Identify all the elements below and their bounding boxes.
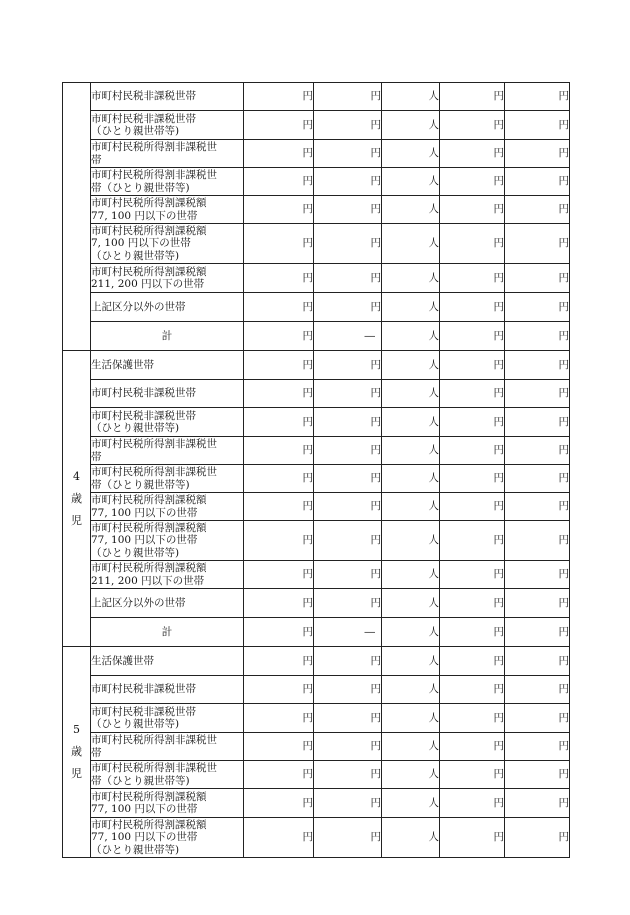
- category-label-line: 市町村民税所得割課税額: [91, 818, 207, 831]
- category-label-line: 帯（ひとり親世帯等): [91, 181, 190, 194]
- category-label-line: （ひとり親世帯等): [91, 422, 180, 434]
- unit-cell: 円: [244, 111, 314, 140]
- unit-cell: 円: [505, 761, 570, 789]
- category-label: [91, 264, 244, 293]
- unit-cell: 円: [314, 761, 382, 789]
- unit-cell: 人: [382, 818, 440, 858]
- category-label-line: 市町村民税所得割課税額: [91, 790, 207, 803]
- unit-cell: 円: [440, 322, 505, 351]
- unit-cell: 円: [244, 140, 314, 168]
- category-label: [91, 704, 244, 733]
- unit-cell: 円: [244, 589, 314, 618]
- unit-cell: 円: [244, 168, 314, 196]
- unit-cell: 円: [440, 676, 505, 704]
- category-label-line: 77, 100 円以下の世帯: [91, 803, 198, 815]
- unit-cell: 円: [314, 111, 382, 140]
- category-label-line: 上記区分以外の世帯: [91, 596, 186, 609]
- category-label-line: （ひとり親世帯等): [91, 546, 180, 559]
- unit-cell: 人: [382, 168, 440, 196]
- unit-cell: 円: [440, 168, 505, 196]
- age-group-label: 児: [71, 513, 82, 527]
- table-row: [63, 168, 570, 196]
- unit-cell: 円: [314, 351, 382, 380]
- unit-cell: 円: [314, 140, 382, 168]
- category-label: [91, 818, 244, 858]
- age-group-label: 歳: [71, 491, 82, 505]
- table-row: [63, 408, 570, 437]
- unit-cell: 円: [440, 293, 505, 322]
- unit-cell: 円: [314, 676, 382, 704]
- unit-cell: 円: [440, 521, 505, 561]
- unit-cell: 円: [440, 196, 505, 224]
- unit-cell: 人: [382, 618, 440, 647]
- unit-cell: 円: [505, 818, 570, 858]
- table-row: [63, 224, 570, 264]
- category-label: [91, 493, 244, 521]
- category-label: [91, 761, 244, 789]
- unit-cell: 円: [505, 111, 570, 140]
- age-group-label: 4: [73, 469, 80, 483]
- category-label-line: （ひとり親世帯等): [91, 125, 180, 137]
- unit-cell: 円: [244, 493, 314, 521]
- unit-cell: 円: [440, 589, 505, 618]
- unit-cell: 円: [440, 437, 505, 465]
- unit-cell: 円: [314, 465, 382, 493]
- category-label: [91, 83, 244, 111]
- unit-cell: 円: [505, 140, 570, 168]
- unit-cell: 円: [440, 351, 505, 380]
- unit-cell: 円: [314, 168, 382, 196]
- table-row: [63, 322, 570, 351]
- unit-cell: 円: [440, 493, 505, 521]
- unit-cell: 円: [314, 704, 382, 733]
- age-group-label: 5: [73, 723, 80, 736]
- category-label-line: 市町村民税所得割課税額: [91, 494, 207, 506]
- unit-cell: 円: [244, 264, 314, 293]
- category-label: [91, 196, 244, 224]
- unit-cell: 円: [505, 676, 570, 704]
- unit-cell: 円: [440, 224, 505, 264]
- category-label-line: 上記区分以外の世帯: [91, 300, 186, 313]
- unit-cell: 円: [244, 733, 314, 761]
- unit-cell: 円: [505, 789, 570, 818]
- category-label-line: 77, 100 円以下の世帯: [91, 534, 198, 547]
- unit-cell: 円: [440, 408, 505, 437]
- category-label-line: 77, 100 円以下の世帯: [91, 209, 198, 222]
- unit-cell: 人: [382, 733, 440, 761]
- unit-cell: 円: [314, 789, 382, 818]
- table-row: [63, 733, 570, 761]
- category-label-line: 市町村民税所得割非課税世: [91, 141, 217, 153]
- category-label-line: 市町村民税所得割課税額: [91, 562, 207, 574]
- unit-cell: 円: [505, 168, 570, 196]
- unit-cell: 円: [314, 293, 382, 322]
- unit-cell: 円: [244, 408, 314, 437]
- category-label: [91, 322, 244, 351]
- table-row: [63, 618, 570, 647]
- category-label: [91, 111, 244, 140]
- table-row: [63, 83, 570, 111]
- unit-cell: 円: [244, 224, 314, 264]
- category-label: [91, 589, 244, 618]
- unit-cell: 円: [244, 437, 314, 465]
- category-label-line: （ひとり親世帯等): [91, 249, 180, 262]
- category-label-line: 211, 200 円以下の世帯: [91, 278, 205, 290]
- unit-cell: 円: [314, 521, 382, 561]
- table-row: [63, 380, 570, 408]
- unit-cell: 円: [505, 196, 570, 224]
- category-label-line: 市町村民税非課税世帯: [91, 90, 196, 103]
- category-label-line: 市町村民税非課税世帯: [91, 683, 196, 696]
- unit-cell: 円: [244, 196, 314, 224]
- table-row: [63, 351, 570, 380]
- unit-cell: 円: [244, 351, 314, 380]
- unit-cell: 円: [505, 618, 570, 647]
- category-label: [91, 380, 244, 408]
- category-label: [91, 618, 244, 647]
- category-label-line: 計: [161, 329, 173, 342]
- unit-cell: 円: [505, 733, 570, 761]
- unit-cell: 円: [244, 83, 314, 111]
- category-label-line: 帯: [91, 153, 102, 166]
- unit-cell: 円: [440, 647, 505, 676]
- category-label-line: 市町村民税所得割非課税世: [91, 169, 217, 181]
- unit-cell: 円: [244, 676, 314, 704]
- category-label-line: 市町村民税所得割課税額: [91, 224, 207, 237]
- age-group-cell: [63, 351, 91, 647]
- unit-cell: 円: [505, 647, 570, 676]
- unit-cell: 円: [440, 789, 505, 818]
- unit-cell: 人: [382, 140, 440, 168]
- table-row: [63, 493, 570, 521]
- category-label: [91, 561, 244, 589]
- unit-cell: 円: [244, 704, 314, 733]
- unit-cell: 人: [382, 437, 440, 465]
- category-label-line: 市町村民税所得割非課税世: [91, 762, 217, 774]
- unit-cell: 円: [244, 465, 314, 493]
- age-group-cell: [63, 83, 91, 351]
- category-label-line: 生活保護世帯: [91, 654, 154, 667]
- category-label-line: 77, 100 円以下の世帯: [91, 506, 198, 519]
- category-label-line: 市町村民税所得割非課税世: [91, 734, 217, 746]
- unit-cell: 円: [244, 293, 314, 322]
- table-row: [63, 437, 570, 465]
- category-label-line: 帯（ひとり親世帯等): [91, 478, 190, 491]
- category-label: [91, 465, 244, 493]
- table-row: [63, 647, 570, 676]
- table-row: [63, 818, 570, 858]
- category-label-line: 帯（ひとり親世帯等): [91, 774, 190, 787]
- category-label: [91, 140, 244, 168]
- unit-cell: 円: [314, 264, 382, 293]
- unit-cell: 円: [314, 561, 382, 589]
- unit-cell: 円: [314, 437, 382, 465]
- unit-cell: 円: [314, 380, 382, 408]
- unit-cell: 円: [244, 521, 314, 561]
- unit-cell: 円: [505, 224, 570, 264]
- unit-cell: 円: [440, 704, 505, 733]
- unit-cell: 円: [505, 561, 570, 589]
- table-row: [63, 761, 570, 789]
- table-row: [63, 589, 570, 618]
- category-label: [91, 408, 244, 437]
- unit-cell: 円: [505, 465, 570, 493]
- age-group-label: 歳: [71, 745, 82, 758]
- category-label: [91, 168, 244, 196]
- unit-cell: 円: [440, 818, 505, 858]
- unit-cell: 円: [440, 618, 505, 647]
- age-group-cell: [63, 647, 91, 858]
- unit-cell: 円: [314, 647, 382, 676]
- category-label: [91, 676, 244, 704]
- unit-cell: 人: [382, 561, 440, 589]
- category-label: [91, 521, 244, 561]
- unit-cell: 円: [505, 322, 570, 351]
- category-label-line: 市町村民税非課税世帯: [91, 387, 196, 400]
- unit-cell: 円: [314, 589, 382, 618]
- unit-cell: 人: [382, 264, 440, 293]
- category-label-line: 帯: [91, 450, 102, 463]
- category-label-line: 生活保護世帯: [91, 358, 154, 371]
- unit-cell: 人: [382, 521, 440, 561]
- unit-cell: 円: [440, 561, 505, 589]
- category-label: [91, 647, 244, 676]
- unit-cell: 円: [314, 733, 382, 761]
- unit-cell: 円: [440, 83, 505, 111]
- table-row: [63, 293, 570, 322]
- unit-cell: 円: [505, 293, 570, 322]
- unit-cell: 円: [244, 380, 314, 408]
- unit-cell: 人: [382, 408, 440, 437]
- unit-cell: 人: [382, 761, 440, 789]
- category-label-line: 計: [161, 625, 173, 638]
- category-label-line: 市町村民税所得割課税額: [91, 265, 207, 278]
- category-label-line: 市町村民税所得割非課税世: [91, 438, 217, 450]
- fee-table-body: [63, 83, 570, 858]
- category-label-line: 帯: [91, 746, 102, 759]
- unit-cell: 円: [244, 618, 314, 647]
- unit-cell: 円: [440, 465, 505, 493]
- unit-cell: 人: [382, 380, 440, 408]
- category-label-line: 市町村民税非課税世帯: [91, 409, 196, 422]
- table-row: [63, 789, 570, 818]
- table-row: [63, 521, 570, 561]
- unit-cell: 円: [314, 196, 382, 224]
- unit-cell: 人: [382, 351, 440, 380]
- category-label-line: 211, 200 円以下の世帯: [91, 574, 205, 587]
- table-row: [63, 704, 570, 733]
- unit-cell: 円: [505, 264, 570, 293]
- unit-cell: 人: [382, 111, 440, 140]
- unit-cell: 人: [382, 789, 440, 818]
- category-label-line: 市町村民税所得割課税額: [91, 521, 207, 534]
- unit-cell: 人: [382, 322, 440, 351]
- unit-cell: 円: [505, 380, 570, 408]
- category-label-line: （ひとり親世帯等): [91, 843, 180, 856]
- category-label-line: 市町村民税非課税世帯: [91, 705, 196, 718]
- unit-cell: 円: [505, 493, 570, 521]
- unit-cell: 円: [244, 818, 314, 858]
- unit-cell: 円: [244, 561, 314, 589]
- unit-cell: 円: [314, 83, 382, 111]
- unit-cell: 人: [382, 224, 440, 264]
- unit-cell: 円: [314, 224, 382, 264]
- unit-cell: 円: [314, 408, 382, 437]
- category-label: [91, 789, 244, 818]
- dash-cell: ―: [314, 322, 382, 351]
- unit-cell: 人: [382, 647, 440, 676]
- age-group-label: 児: [71, 767, 82, 780]
- unit-cell: 円: [505, 351, 570, 380]
- unit-cell: 円: [244, 761, 314, 789]
- table-row: [63, 196, 570, 224]
- category-label-line: 市町村民税所得割非課税世: [91, 466, 217, 478]
- unit-cell: 円: [244, 789, 314, 818]
- category-label-line: 77, 100 円以下の世帯: [91, 831, 198, 844]
- unit-cell: 円: [314, 493, 382, 521]
- fee-table: [62, 82, 570, 858]
- unit-cell: 円: [244, 322, 314, 351]
- unit-cell: 円: [505, 83, 570, 111]
- category-label-line: 市町村民税非課税世帯: [91, 112, 196, 125]
- unit-cell: 人: [382, 704, 440, 733]
- table-row: [63, 561, 570, 589]
- unit-cell: 人: [382, 589, 440, 618]
- category-label-line: 7, 100 円以下の世帯: [91, 237, 191, 250]
- unit-cell: 円: [314, 818, 382, 858]
- table-row: [63, 465, 570, 493]
- unit-cell: 円: [440, 140, 505, 168]
- unit-cell: 人: [382, 676, 440, 704]
- category-label: [91, 351, 244, 380]
- unit-cell: 人: [382, 293, 440, 322]
- category-label: [91, 224, 244, 264]
- unit-cell: 円: [440, 733, 505, 761]
- unit-cell: 人: [382, 493, 440, 521]
- unit-cell: 円: [244, 647, 314, 676]
- table-row: [63, 676, 570, 704]
- unit-cell: 人: [382, 196, 440, 224]
- unit-cell: 円: [505, 408, 570, 437]
- unit-cell: 円: [505, 521, 570, 561]
- category-label-line: 市町村民税所得割課税額: [91, 197, 207, 209]
- category-label: [91, 733, 244, 761]
- table-row: [63, 264, 570, 293]
- unit-cell: 円: [505, 589, 570, 618]
- unit-cell: 円: [505, 704, 570, 733]
- unit-cell: 円: [440, 111, 505, 140]
- unit-cell: 円: [440, 380, 505, 408]
- category-label-line: （ひとり親世帯等): [91, 718, 180, 730]
- unit-cell: 人: [382, 465, 440, 493]
- table-row: [63, 140, 570, 168]
- category-label: [91, 293, 244, 322]
- unit-cell: 円: [505, 437, 570, 465]
- dash-cell: ―: [314, 618, 382, 647]
- category-label: [91, 437, 244, 465]
- unit-cell: 人: [382, 83, 440, 111]
- table-row: [63, 111, 570, 140]
- unit-cell: 円: [440, 761, 505, 789]
- unit-cell: 円: [440, 264, 505, 293]
